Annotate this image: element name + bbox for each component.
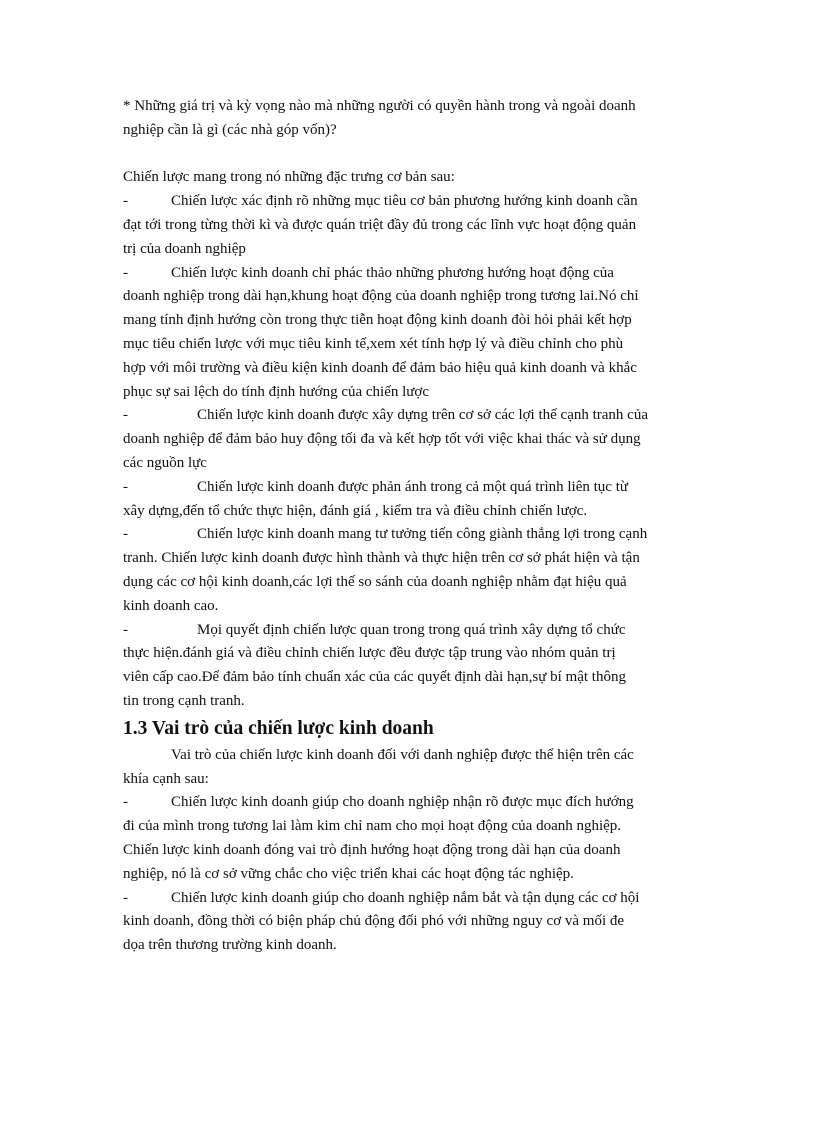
bullet-dash: -: [123, 889, 128, 906]
item-first-line: Mọi quyết định chiến lược quan trong trong quá trình xây dựng tổ chức: [197, 621, 626, 638]
characteristics-intro: Chiến lược mang trong nó những đặc trưng cơ bản sau:: [123, 169, 455, 186]
item-first-line: Chiến lược kinh doanh được phản ánh trong cả một quá trình liên tục từ: [197, 478, 628, 495]
item-line: Chiến lược kinh doanh đóng vai trò định hướng hoạt động trong dài hạn của doanh: [123, 841, 621, 858]
intro-line: nghiệp cần là gì (các nhà góp vốn)?: [123, 121, 337, 138]
item-line: dụng các cơ hội kinh doanh,các lợi thế so sánh của doanh nghiệp nhằm đạt hiệu quả: [123, 573, 627, 590]
role-intro-line: khía cạnh sau:: [123, 770, 209, 787]
bullet-dash: -: [123, 478, 128, 495]
role-item: [123, 887, 698, 958]
item-line: kinh doanh, đồng thời có biện pháp chủ động đối phó với những nguy cơ và mối đe: [123, 913, 625, 930]
bullet-dash: -: [123, 794, 128, 811]
intro-line: * Những giá trị và kỳ vọng nào mà những người có quyền hành trong và ngoài doanh: [123, 98, 636, 114]
characteristic-item: [123, 262, 698, 405]
document-body: [123, 95, 698, 958]
item-line: doanh nghiệp để đảm bảo huy động tối đa và kết hợp tốt với việc khai thác và sử dụng: [123, 431, 641, 448]
role-intro-line: Vai trò của chiến lược kinh doanh đối với danh nghiệp được thể hiện trên các: [171, 746, 634, 763]
item-line: đạt tới trong từng thời kì và được quán triệt đầy đủ trong các lĩnh vực hoạt động quản: [123, 216, 637, 233]
item-line: dọa trên thương trường kinh doanh.: [123, 937, 337, 954]
item-line: hợp với môi trường và điều kiện kinh doanh để đảm bảo hiệu quả kinh doanh và khắc: [123, 359, 637, 376]
bullet-dash: -: [123, 526, 128, 543]
characteristic-item: [123, 619, 698, 714]
section-heading: 1.3 Vai trò của chiến lược kinh doanh: [123, 717, 434, 739]
characteristic-item: [123, 190, 698, 261]
item-line: các nguồn lực: [123, 454, 207, 471]
item-line: kinh doanh cao.: [123, 597, 219, 614]
item-first-line: Chiến lược kinh doanh mang tư tưởng tiến công giành thắng lợi trong cạnh: [197, 526, 648, 543]
bullet-dash: -: [123, 264, 128, 281]
item-line: phục sự sai lệch do tính định hướng của chiến lược: [123, 383, 430, 400]
item-first-line: Chiến lược kinh doanh giúp cho doanh nghiệp nắm bắt và tận dụng các cơ hội: [171, 889, 640, 906]
item-line: đi của mình trong tương lai làm kim chỉ nam cho mọi hoạt động của doanh nghiệp.: [123, 818, 622, 835]
item-line: xây dựng,đến tổ chức thực hiện, đánh giá , kiểm tra và điều chỉnh chiến lược.: [123, 502, 588, 519]
item-first-line: Chiến lược kinh doanh được xây dựng trên cơ sở các lợi thế cạnh tranh của: [197, 407, 648, 424]
role-item: [123, 791, 698, 886]
item-line: thực hiện.đánh giá và điều chỉnh chiến lược đều được tập trung vào nhóm quản trị: [123, 645, 616, 662]
item-line: trị của doanh nghiệp: [123, 240, 246, 257]
item-line: nghiệp, nó là cơ sở vững chắc cho việc triển khai các hoạt động tác nghiệp.: [123, 865, 574, 882]
item-line: viên cấp cao.Để đảm bảo tính chuẩn xác của các quyết định dài hạn,sự bí mật thông: [123, 669, 626, 686]
item-line: tranh. Chiến lược kinh doanh được hình thành và thực hiện trên cơ sở phát hiện và tận: [123, 550, 640, 567]
item-line: doanh nghiệp trong dài hạn,khung hoạt động của doanh nghiệp trong tương lai.Nó chỉ: [123, 288, 639, 305]
item-first-line: Chiến lược xác định rõ những mục tiêu cơ bản phương hướng kinh doanh cần: [171, 193, 638, 210]
item-line: mang tính định hướng còn trong thực tiễn hoạt động kinh doanh đòi hỏi phải kết hợp: [123, 312, 632, 329]
bullet-dash: -: [123, 621, 128, 638]
characteristic-item: [123, 523, 698, 618]
item-first-line: Chiến lược kinh doanh chỉ phác thảo những phương hướng hoạt động của: [171, 264, 614, 281]
item-line: tin trong cạnh tranh.: [123, 692, 245, 709]
characteristic-item: [123, 476, 698, 524]
bullet-dash: -: [123, 407, 128, 424]
characteristic-item: [123, 404, 698, 475]
bullet-dash: -: [123, 193, 128, 210]
blank-line: [123, 143, 698, 167]
item-first-line: Chiến lược kinh doanh giúp cho doanh nghiệp nhận rõ được mục đích hướng: [171, 794, 634, 811]
item-line: mục tiêu chiến lược với mục tiêu kinh tế,xem xét tính hợp lý và điều chỉnh cho phù: [123, 335, 624, 352]
